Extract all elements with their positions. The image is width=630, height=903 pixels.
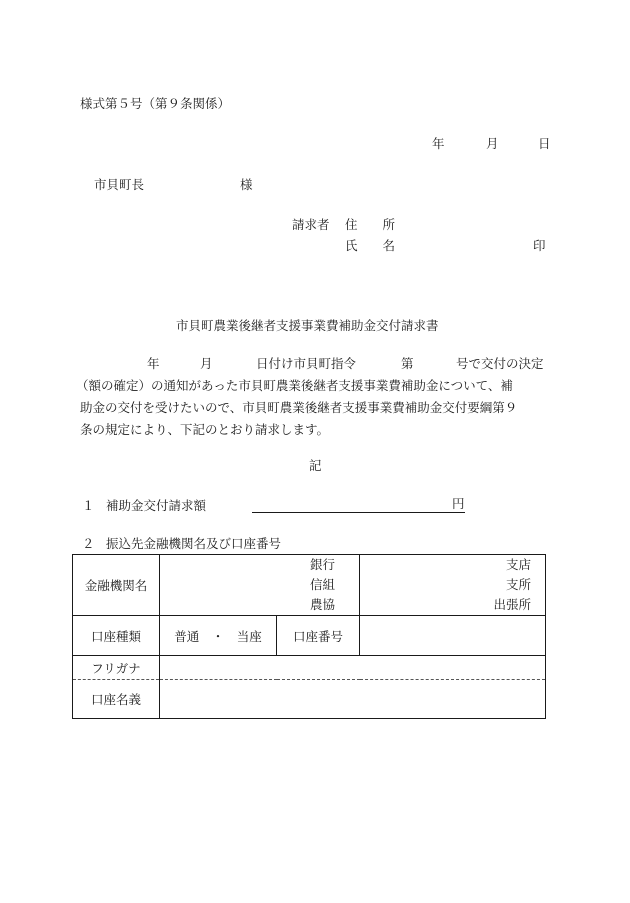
branch-type-shiten: 支店 <box>505 557 531 572</box>
account-holder-label: 口座名義 <box>90 692 141 707</box>
seal-mark: 印 <box>533 238 546 253</box>
item1-number: １ <box>82 498 95 513</box>
account-type-label-cell <box>73 616 160 656</box>
bank-account-table <box>72 554 546 719</box>
requester-address-label: 住 所 <box>345 217 396 232</box>
body-line-3: 助金の交付を受けたいので、市貝町農業後継者支援事業費補助金交付要綱第９ <box>80 400 518 415</box>
form-number: 様式第５号（第９条関係） <box>80 96 231 111</box>
account-number-input-cell[interactable] <box>360 616 546 656</box>
addressee-name: 市貝町長 <box>94 177 145 192</box>
account-type-label: 口座種類 <box>90 628 141 644</box>
branch-name-cell[interactable] <box>360 555 546 616</box>
date-month: 月 <box>486 136 499 151</box>
item2-label: 振込先金融機関名及び口座番号 <box>106 536 282 551</box>
body-year: 年 <box>147 356 160 371</box>
institution-name-cell[interactable] <box>160 555 360 616</box>
document-title: 市貝町農業後継者支援事業費補助金交付請求書 <box>176 318 439 333</box>
branch-type-shisho: 支所 <box>505 577 531 592</box>
institution-label-cell <box>73 555 160 616</box>
furigana-input-cell[interactable] <box>160 656 546 680</box>
requester-name-label: 氏 名 <box>345 238 396 253</box>
furigana-label: フリガナ <box>91 660 141 676</box>
institution-type-shinkumi: 信組 <box>309 577 335 592</box>
requester-role: 請求者 <box>292 217 330 232</box>
furigana-label-cell <box>73 656 160 680</box>
body-date-suffix: 日付け市貝町指令 <box>256 356 357 371</box>
account-number-label-cell <box>277 616 360 656</box>
item1-label: 補助金交付請求額 <box>106 498 207 513</box>
institution-label: 金融機関名 <box>84 578 148 593</box>
ki-mark: 記 <box>309 458 322 473</box>
body-month: 月 <box>200 356 213 371</box>
institution-type-nokyo: 農協 <box>309 597 335 612</box>
addressee-honorific: 様 <box>240 177 253 192</box>
account-type-options-cell[interactable] <box>160 616 277 656</box>
body-go: 号で交付の決定 <box>456 356 544 371</box>
account-type-options: 普通 ・ 当座 <box>174 628 262 644</box>
account-holder-label-cell <box>73 680 160 719</box>
institution-type-bank: 銀行 <box>309 557 335 572</box>
date-day: 日 <box>538 136 551 151</box>
amount-unit: 円 <box>452 496 465 511</box>
date-year: 年 <box>432 136 445 151</box>
body-line-4: 条の規定により、下記のとおり請求します。 <box>80 422 330 437</box>
amount-underline[interactable] <box>252 512 465 513</box>
account-number-label: 口座番号 <box>292 628 343 644</box>
account-holder-input-cell[interactable] <box>160 680 546 719</box>
body-dai: 第 <box>401 356 414 371</box>
body-line-2: （額の確定）の通知があった市貝町農業後継者支援事業費補助金について、補 <box>76 378 513 393</box>
item2-number: ２ <box>82 536 95 551</box>
branch-type-shucchojo: 出張所 <box>493 597 531 612</box>
